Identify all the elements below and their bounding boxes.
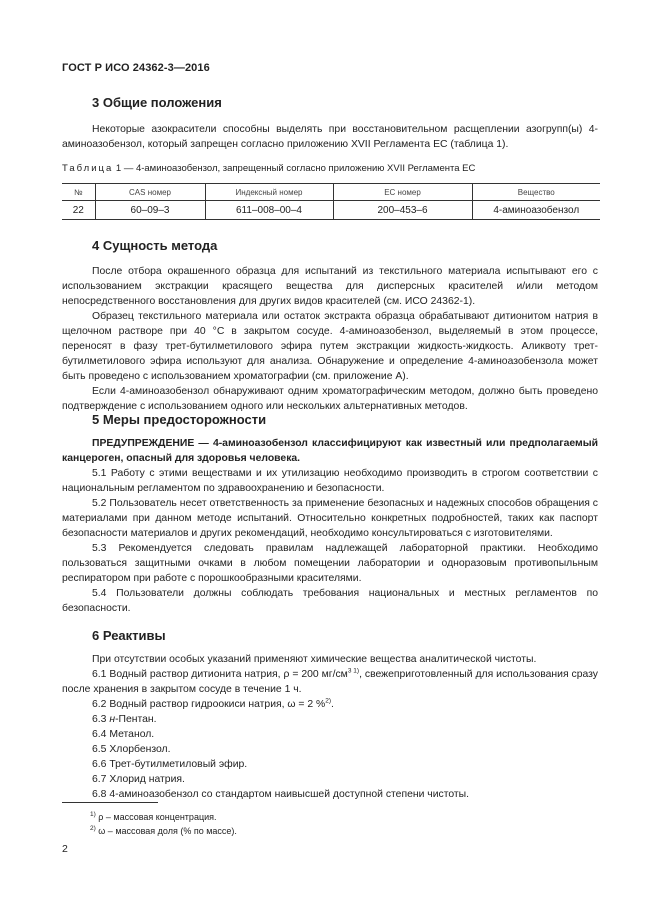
reagent-6-2-text: 6.2 Водный раствор гидроокиси натрия, ω = 2 % bbox=[92, 699, 326, 710]
section-5-4: 5.4 Пользователи должны соблюдать требования национальных и местных регламентов по безопасности. bbox=[62, 588, 598, 614]
warning-label: ПРЕДУПРЕЖДЕНИЕ bbox=[92, 438, 195, 449]
table-header-ec: ЕС номер bbox=[333, 184, 472, 201]
section-4-paragraph-2: Образец текстильного материала или остаток экстракта образца обрабатывают дитионитом натрия в щелочном растворе при 40 °С в закрытом сосуде. 4-аминоазобензол, выделяемый в этом процессе, переносят в фазу трет-бутилметилового эфира путем экстракции жидкость-жидкость. Аликвоту трет-бутилметилового эфира используют для анализа. Обнаружение и определение 4-аминоазобензола может быть проведено с использованием хроматографии (см. приложение А). bbox=[62, 311, 598, 382]
section-5-3: 5.3 Рекомендуется следовать правилам надлежащей лабораторной практики. Необходимо пользоваться защитными очками в любом помещении лаборатории и одноразовым противопыльным респиратором при работе с порошкообразными красителями. bbox=[62, 543, 598, 584]
footnote-2 bbox=[90, 826, 237, 836]
section-4-paragraph-3: Если 4-аминоазобензол обнаруживают одним хроматографическим методом, должно быть проведено подтверждение с использованием одного или нескольких альтернативных методов. bbox=[62, 386, 598, 412]
page-number: 2 bbox=[62, 843, 68, 855]
table-cell-cas: 60–09–3 bbox=[95, 201, 205, 220]
footnote-1-text: ρ – массовая концентрация. bbox=[95, 812, 217, 822]
reagent-6-3-italic: н bbox=[109, 714, 116, 725]
section-4-body bbox=[62, 264, 598, 414]
reagent-6-1-text-cont: , свежеприготовленный для использования сразу после хранения в закрытом сосуде в течение 1 ч. bbox=[62, 669, 599, 695]
section-3-paragraph: Некоторые азокрасители способны выделять при восстановительном расщеплении азогрупп(ы) 4-аминоазобензол, который запрещен согласно приложению XVII Регламента ЕС (таблица 1). bbox=[62, 124, 598, 150]
section-5-1: 5.1 Работу с этими веществами и их утилизацию необходимо производить в строгом соответствии с национальным регламентом по здравоохранению и безопасности. bbox=[62, 468, 598, 494]
reagent-6-2-sup: 2) bbox=[325, 697, 332, 705]
table-header-cas: CAS номер bbox=[95, 184, 205, 201]
table-caption-label: Таблица bbox=[62, 163, 114, 174]
section-6-body bbox=[62, 652, 598, 802]
reagent-6-1-sup: 3 1) bbox=[347, 667, 360, 675]
table-caption-text: 1 — 4-аминоазобензол, запрещенный согласно приложению XVII Регламента ЕС bbox=[115, 163, 476, 174]
warning-paragraph bbox=[62, 436, 598, 466]
table-cell-number: 22 bbox=[62, 201, 95, 220]
reagent-6-7: 6.7 Хлорид натрия. bbox=[92, 774, 185, 785]
document-header: ГОСТ Р ИСО 24362-3—2016 bbox=[62, 62, 210, 74]
section-4-paragraph-1: После отбора окрашенного образца для испытаний из текстильного материала испытывают его с использованием экстракции красящего вещества для дисперсных красителей и/или методом непосредственного восстановления для других видов красителей (см. ИСО 24362-1). bbox=[62, 266, 598, 307]
table-cell-ec: 200–453–6 bbox=[333, 201, 472, 220]
table-header-substance: Вещество bbox=[472, 184, 600, 201]
table-cell-substance: 4-аминоазобензол bbox=[472, 201, 600, 220]
table-cell-index: 611–008–00–4 bbox=[205, 201, 333, 220]
section-5-body bbox=[62, 436, 598, 616]
table-row bbox=[62, 201, 600, 220]
table-header-row bbox=[62, 184, 600, 201]
table-1-caption bbox=[62, 163, 475, 174]
warning-text: — 4-аминоазобензол классифицируют как известный или предполагаемый канцероген, опасный для здоровья человека. bbox=[62, 438, 598, 464]
reagent-6-3 bbox=[62, 712, 598, 727]
section-6-title: 6 Реактивы bbox=[92, 628, 166, 643]
table-header-index: Индексный номер bbox=[205, 184, 333, 201]
reagent-6-6: 6.6 Трет-бутилметиловый эфир. bbox=[92, 759, 248, 770]
footnote-1-mark: 1) bbox=[90, 811, 96, 818]
reagent-6-1-text: 6.1 Водный раствор дитионита натрия, ρ = 200 мг/см bbox=[92, 669, 348, 680]
reagent-6-8: 6.8 4-аминоазобензол со стандартом наивысшей доступной степени чистоты. bbox=[92, 789, 469, 800]
reagent-6-2-end: . bbox=[331, 699, 334, 710]
reagent-6-2 bbox=[62, 697, 598, 712]
table-header-number: № bbox=[62, 184, 95, 201]
section-4-title: 4 Сущность метода bbox=[92, 238, 218, 253]
section-6-intro: При отсутствии особых указаний применяют химические вещества аналитической чистоты. bbox=[92, 654, 537, 665]
footnote-1 bbox=[90, 812, 217, 822]
footnote-divider bbox=[62, 802, 158, 803]
footnote-2-mark: 2) bbox=[90, 825, 96, 832]
section-3-body bbox=[62, 122, 598, 152]
footnote-2-text: ω – массовая доля (% по массе). bbox=[95, 826, 237, 836]
section-5-2: 5.2 Пользователь несет ответственность за применение безопасных и надежных способов обращения с материалами при данном методе испытаний. Относительно конкретных подробностей, таких как паспорт безопасности материалов и других рекомендаций, необходимо консультироваться с изготовителями. bbox=[62, 498, 598, 539]
section-5-title: 5 Меры предосторожности bbox=[92, 412, 267, 427]
reagent-6-1 bbox=[62, 667, 598, 697]
reagent-6-3-num: 6.3 bbox=[92, 714, 110, 725]
section-3-title: 3 Общие положения bbox=[92, 95, 222, 110]
reagent-6-3-rest: -Пентан. bbox=[115, 714, 157, 725]
reagent-6-5: 6.5 Хлорбензол. bbox=[92, 744, 171, 755]
table-1 bbox=[62, 183, 600, 220]
reagent-6-4: 6.4 Метанол. bbox=[92, 729, 155, 740]
